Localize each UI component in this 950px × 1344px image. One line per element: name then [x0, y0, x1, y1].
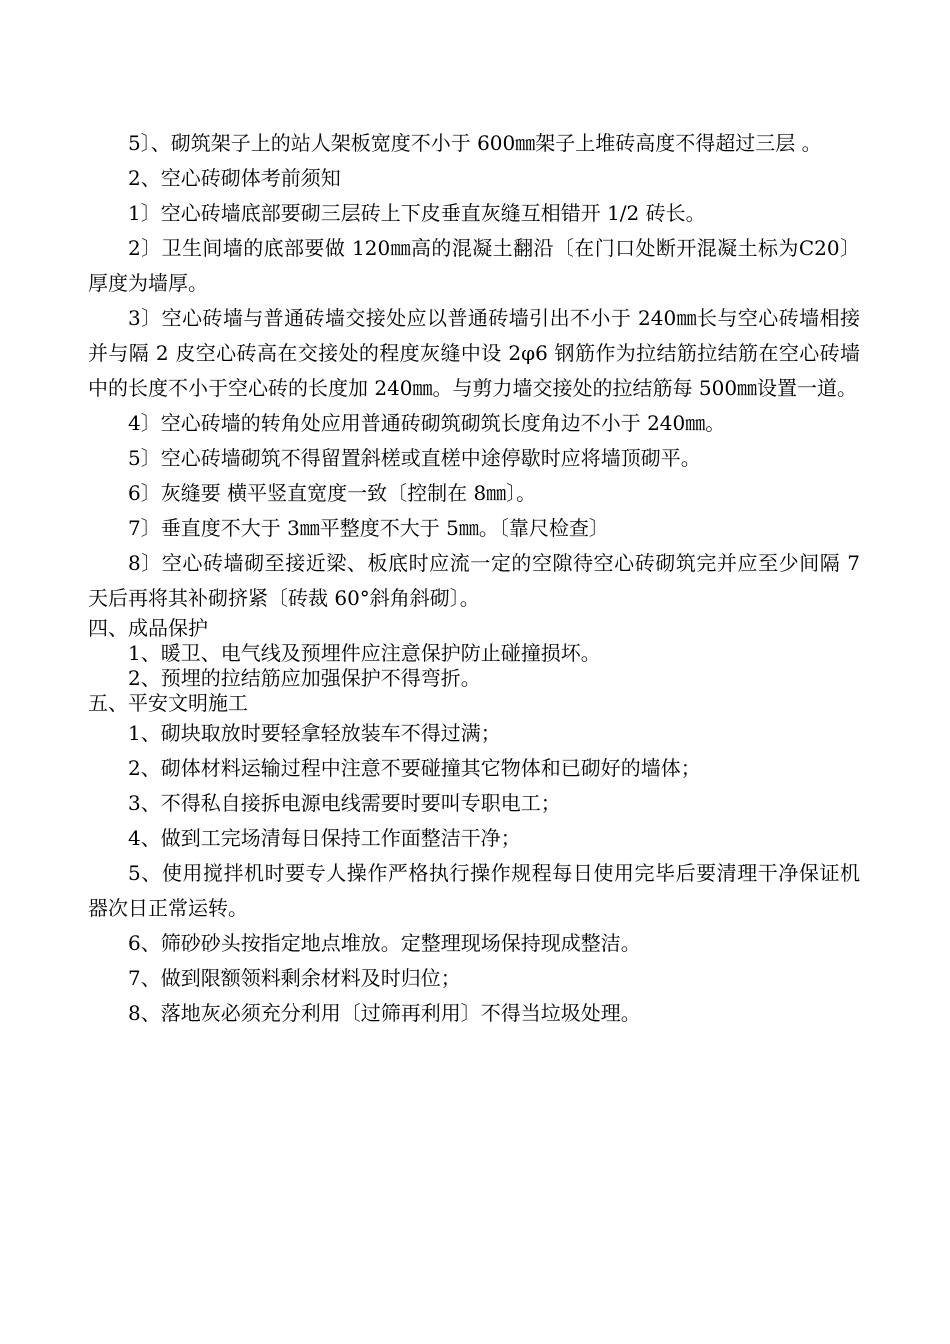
paragraph: 5〕空心砖墙砌筑不得留置斜槎或直槎中途停歇时应将墙顶砌平。 [128, 446, 701, 470]
paragraph: 5〕、砌筑架子上的站人架板宽度不小于 600㎜架子上堆砖高度不得超过三层 。 [128, 131, 822, 155]
section-heading-product-protection: 四、成品保护 [88, 616, 208, 640]
paragraph: 7〕垂直度不大于 3㎜平整度不大于 5㎜。〔靠尺检查〕 [128, 516, 609, 540]
paragraph: 8〕空心砖墙砌至接近梁、板底时应流一定的空隙待空心砖砌筑完并应至少间隔 7 天后再将其补砌挤紧〔砖裁 60°斜角斜砌〕。 [88, 551, 860, 610]
subsection-heading: 2、空心砖砌体考前须知 [128, 166, 341, 190]
list-item: 7、做到限额领料剩余材料及时归位； [128, 966, 461, 990]
paragraph: 6〕灰缝要 横平竖直宽度一致〔控制在 8㎜〕。 [128, 481, 537, 505]
paragraph: 1〕空心砖墙底部要砌三层砖上下皮垂直灰缝互相错开 1/2 砖长。 [128, 201, 706, 225]
document-body [88, 126, 860, 1031]
paragraph: 4〕空心砖墙的转角处应用普通砖砌筑砌筑长度角边不小于 240㎜。 [128, 411, 726, 435]
list-item: 8、落地灰必须充分利用〔过筛再利用〕不得当垃圾处理。 [128, 1001, 641, 1025]
list-item: 4、做到工完场清每日保持工作面整洁干净； [128, 826, 521, 850]
list-item: 6、筛砂砂头按指定地点堆放。定整理现场保持现成整洁。 [128, 931, 641, 955]
list-item: 3、不得私自接拆电源电线需要时要叫专职电工； [128, 791, 561, 815]
section-heading-safe-construction: 五、平安文明施工 [88, 691, 248, 715]
list-item: 2、预埋的拉结筋应加强保护不得弯折。 [128, 666, 481, 690]
list-item: 1、暖卫、电气线及预埋件应注意保护防止碰撞损坏。 [128, 641, 601, 665]
paragraph: 2〕卫生间墙的底部要做 120㎜高的混凝土翻沿〔在门口处断开混凝土标为C20〕厚度为墙厚。 [88, 236, 860, 295]
list-item: 5、使用搅拌机时要专人操作严格执行操作规程每日使用完毕后要清理干净保证机器次日正常运转。 [88, 861, 860, 920]
paragraph: 3〕空心砖墙与普通砖墙交接处应以普通砖墙引出不小于 240㎜长与空心砖墙相接并与隔 2 皮空心砖高在交接处的程度灰缝中设 2φ6 钢筋作为拉结筋拉结筋在空心砖墙中的长度不小于空心砖的长度加 240㎜。与剪力墙交接处的拉结筋每 500㎜设置一道。 [88, 306, 860, 400]
list-item: 2、砌体材料运输过程中注意不要碰撞其它物体和已砌好的墙体； [128, 756, 701, 780]
list-item: 1、砌块取放时要轻拿轻放装车不得过满； [128, 721, 501, 745]
